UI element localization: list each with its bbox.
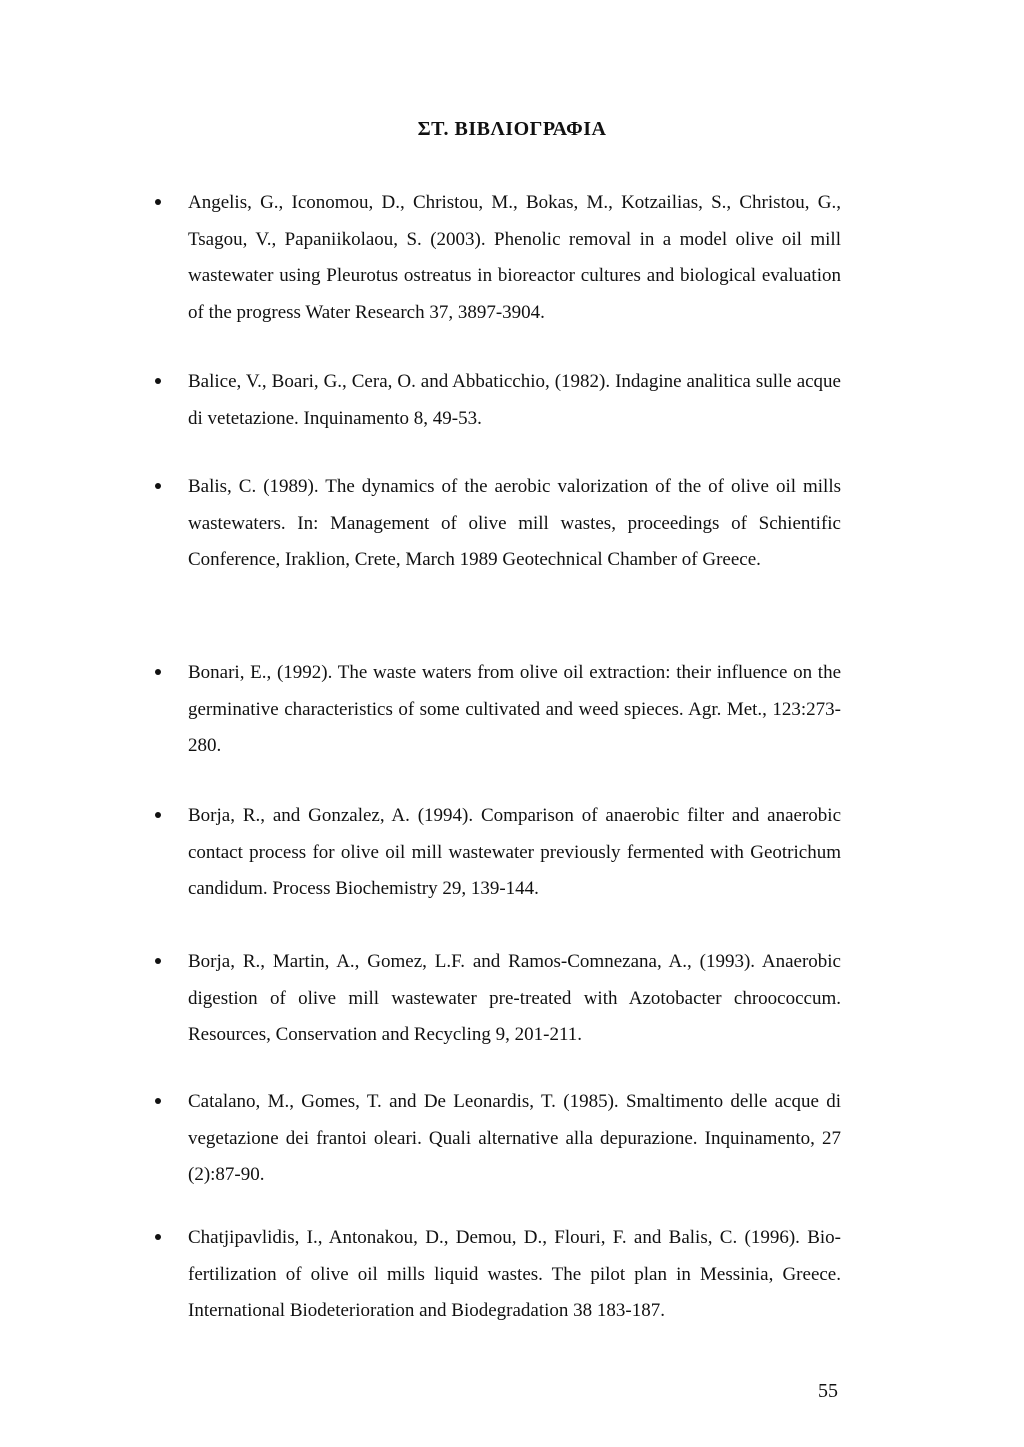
reference-item (188, 1220, 841, 1330)
section-heading: ΣΤ. ΒΙΒΛΙΟΓΡΑΦΙΑ (417, 118, 607, 140)
bullet-icon (155, 378, 161, 384)
reference-item (188, 798, 841, 908)
reference-text: Angelis, G., Iconomou, D., Christou, M., Bokas, M., Kotzailias, S., Christou, G., Tsagou, V., Papaniikolaou, S. (2003). Phenolic removal in a model olive oil mill wastewater using Pleurotus ostreatus in bioreactor cultures and biological evaluation of the progress Water Research 37, 3897-3904. (188, 192, 841, 323)
bullet-icon (155, 199, 161, 205)
bullet-icon (155, 483, 161, 489)
reference-item (188, 469, 841, 579)
reference-item (188, 185, 841, 331)
reference-item (188, 655, 841, 765)
reference-text: Catalano, M., Gomes, T. and De Leonardis, T. (1985). Smaltimento delle acque di vegetazione dei frantoi oleari. Quali alternative alla depurazione. Inquinamento, 27 (2):87-90. (188, 1091, 841, 1185)
reference-text: Borja, R., Martin, A., Gomez, L.F. and Ramos-Comnezana, A., (1993). Anaerobic digestion of olive mill wastewater pre-treated with Azotobacter chroococcum. Resources, Conservation and Recycling 9, 201-211. (188, 951, 841, 1045)
reference-text: Balis, C. (1989). The dynamics of the aerobic valorization of the of olive oil mills wastewaters. In: Management of olive mill wastes, proceedings of Schientific Conference, Iraklion, Crete, March 1989 Geotechnical Chamber of Greece. (188, 476, 841, 570)
reference-text: Bonari, E., (1992). The waste waters from olive oil extraction: their influence on the germinative characteristics of some cultivated and weed spieces. Agr. Met., 123:273-280. (188, 662, 841, 756)
bullet-icon (155, 958, 161, 964)
bullet-icon (155, 669, 161, 675)
page-number: 55 (818, 1380, 838, 1402)
reference-item (188, 1084, 841, 1194)
bullet-icon (155, 1098, 161, 1104)
reference-text: Borja, R., and Gonzalez, A. (1994). Comparison of anaerobic filter and anaerobic contact process for olive oil mill wastewater previously fermented with Geotrichum candidum. Process Biochemistry 29, 139-144. (188, 805, 841, 899)
reference-text: Chatjipavlidis, I., Antonakou, D., Demou, D., Flouri, F. and Balis, C. (1996). Bio-fertilization of olive oil mills liquid wastes. The pilot plan in Messinia, Greece. International Biodeterioration and Biodegradation 38 183-187. (188, 1227, 841, 1321)
reference-item (188, 364, 841, 437)
reference-item (188, 944, 841, 1054)
bullet-icon (155, 1234, 161, 1240)
reference-text: Balice, V., Boari, G., Cera, O. and Abbaticchio, (1982). Indagine analitica sulle acque di vetetazione. Inquinamento 8, 49-53. (188, 371, 841, 429)
bullet-icon (155, 812, 161, 818)
